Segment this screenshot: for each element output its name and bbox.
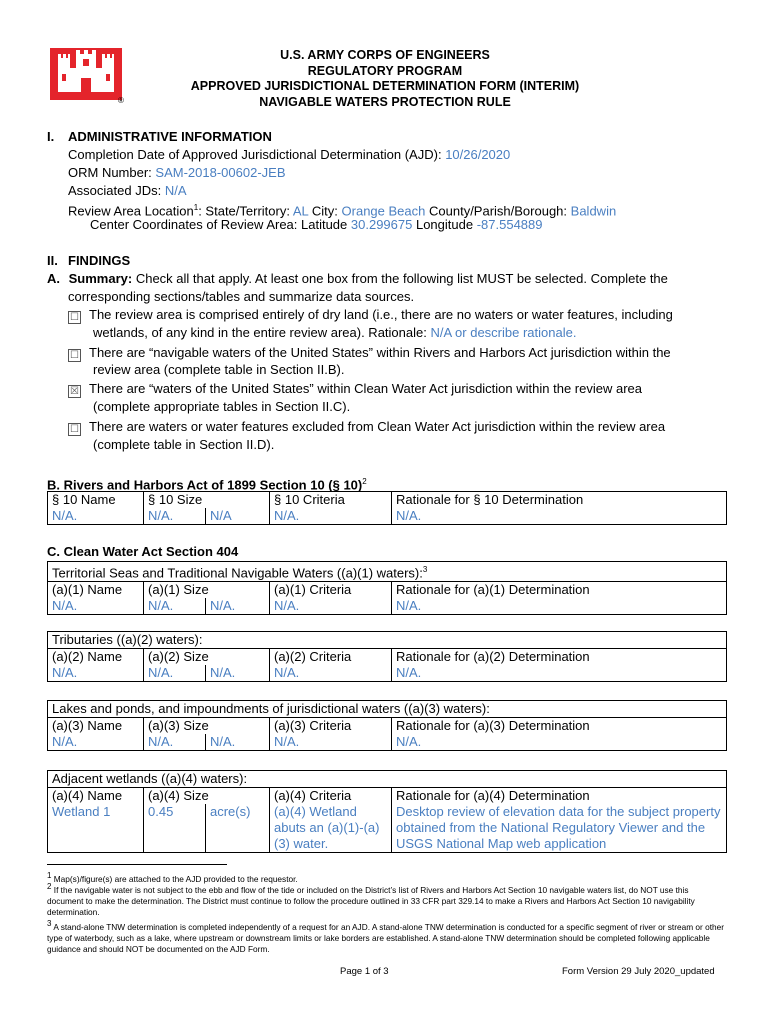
option-4 (68, 418, 665, 436)
table-caption (48, 562, 727, 582)
table-cell[interactable]: N/A. (144, 508, 206, 525)
option-3-line-1: There are “waters of the United States” within Clean Water Act jurisdiction within the review area (89, 381, 642, 396)
caption-text: Territorial Seas and Traditional Navigable Waters ((a)(1) waters): (52, 565, 423, 581)
completion-date-value[interactable]: 10/26/2020 (445, 147, 511, 162)
section-1-title: ADMINISTRATIVE INFORMATION (68, 129, 272, 144)
section-2-title: FINDINGS (68, 253, 131, 268)
section-1-number: I. (47, 129, 55, 144)
a1-waters-table (47, 561, 727, 615)
registered-mark: ® (118, 96, 124, 105)
col-header: § 10 Name (48, 492, 144, 509)
summary-letter: A. (47, 271, 60, 286)
footnote-2 (47, 881, 727, 918)
longitude-value[interactable]: -87.554889 (476, 217, 543, 232)
summary-text-1: Check all that apply. At least one box from the following list MUST be selected. Complete the (135, 271, 668, 286)
usace-castle-logo (50, 48, 122, 100)
table-cell[interactable]: N/A. (392, 665, 727, 682)
table-cell[interactable]: N/A. (144, 734, 206, 751)
table-cell[interactable]: N/A. (206, 598, 270, 615)
table-cell[interactable]: N/A. (144, 665, 206, 682)
table-cell[interactable]: Desktop review of elevation data for the subject property obtained from the National Regulatory Viewer and the USGS National Map web application (392, 804, 727, 853)
table-cell[interactable]: N/A. (206, 734, 270, 751)
county-label: County/Parish/Borough: (429, 203, 568, 219)
castle-icon (50, 48, 122, 100)
option-3-line-2: (complete appropriate tables in Section II.C). (93, 399, 351, 414)
state-label: : State/Territory: (198, 203, 290, 219)
col-header: Rationale for (a)(2) Determination (392, 649, 727, 666)
footnote-divider (47, 864, 227, 865)
orm-number-value[interactable]: SAM-2018-00602-JEB (155, 165, 286, 180)
orm-number-label: ORM Number: (68, 165, 152, 180)
summary-label: Summary: (68, 271, 133, 286)
header-line-3: APPROVED JURISDICTIONAL DETERMINATION FORM (INTERIM) (190, 79, 580, 93)
county-value[interactable]: Baldwin (570, 203, 617, 219)
associated-jds-row (68, 182, 187, 199)
col-header: (a)(3) Size (144, 718, 270, 735)
table-cell[interactable]: (a)(4) Wetland abuts an (a)(1)-(a)(3) water. (270, 804, 392, 853)
completion-date-label: Completion Date of Approved Jurisdictional Determination (AJD): (68, 147, 442, 162)
a4-waters-table (47, 770, 727, 853)
table-caption: Adjacent wetlands ((a)(4) waters): (48, 771, 727, 788)
col-header: (a)(1) Criteria (270, 582, 392, 599)
col-header: (a)(4) Name (48, 788, 144, 805)
col-header: (a)(2) Size (144, 649, 270, 666)
option-2-line-1: There are “navigable waters of the United States” within Rivers and Harbors Act jurisdiction within the (89, 345, 671, 360)
table-cell[interactable]: N/A. (270, 734, 392, 751)
col-header: (a)(2) Name (48, 649, 144, 666)
option-3-checkbox[interactable]: ☒ (68, 385, 81, 398)
col-header: (a)(3) Name (48, 718, 144, 735)
state-value[interactable]: AL (292, 203, 309, 219)
latitude-value[interactable]: 30.299675 (350, 217, 413, 232)
option-2-checkbox[interactable]: ☐ (68, 349, 81, 362)
center-coordinates-row (90, 216, 543, 233)
option-1-line-1: The review area is comprised entirely of dry land (i.e., there are no waters or water features, including (89, 307, 673, 322)
footnote-1-text: Map(s)/figure(s) are attached to the AJD provided to the requestor. (53, 873, 298, 884)
option-1-line-2-row (93, 324, 576, 341)
table-cell[interactable]: N/A. (206, 665, 270, 682)
completion-date-row (68, 146, 510, 163)
option-1-line-2: wetlands, of any kind in the entire review area). Rationale: (93, 325, 427, 340)
footnote-2-number: 2 (47, 882, 52, 891)
section-2-number: II. (47, 253, 58, 268)
footnote-2-text: If the navigable water is not subject to the ebb and flow of the tide or included on the District’s list of Rivers and Harbors Act Section 10 navigable waters list, do NOT use this document to make the determination. The District must continue to follow the procedure outlined in 33 CFR part 329.14 to make a Rivers and Harbors Act Section 10 navigability determination. (47, 884, 695, 917)
table-cell[interactable]: N/A. (48, 598, 144, 615)
section-c-title: C. Clean Water Act Section 404 (47, 544, 239, 559)
col-header: (a)(2) Criteria (270, 649, 392, 666)
associated-jds-label: Associated JDs: (68, 183, 162, 198)
table-cell[interactable]: N/A. (270, 508, 392, 525)
page-number: Page 1 of 3 (340, 966, 389, 977)
table-cell[interactable]: N/A. (270, 665, 392, 682)
col-header: (a)(4) Criteria (270, 788, 392, 805)
section-b-title-text: B. Rivers and Harbors Act of 1899 Section 10 (§ 10) (47, 477, 363, 493)
table-cell[interactable]: N/A. (144, 598, 206, 615)
section-10-table (47, 491, 727, 525)
review-area-label: Review Area Location (68, 203, 194, 219)
footnote-3 (47, 918, 727, 955)
col-header: § 10 Size (144, 492, 270, 509)
table-caption: Lakes and ponds, and impoundments of jurisdictional waters ((a)(3) waters): (48, 701, 727, 718)
option-2 (68, 344, 671, 362)
table-cell[interactable]: N/A. (392, 598, 727, 615)
table-cell[interactable]: N/A. (48, 734, 144, 751)
col-header: (a)(4) Size (144, 788, 270, 805)
header-line-4: NAVIGABLE WATERS PROTECTION RULE (259, 94, 511, 109)
col-header: (a)(1) Name (48, 582, 144, 599)
associated-jds-value[interactable]: N/A (164, 183, 187, 198)
col-header: (a)(3) Criteria (270, 718, 392, 735)
col-header: Rationale for (a)(4) Determination (392, 788, 727, 805)
table-cell[interactable]: N/A. (48, 508, 144, 525)
option-1-checkbox[interactable]: ☐ (68, 311, 81, 324)
city-label: City: (311, 203, 338, 219)
a2-waters-table (47, 631, 727, 682)
longitude-label: Longitude (415, 217, 474, 232)
table-cell[interactable]: Wetland 1 (48, 804, 144, 853)
option-1-rationale[interactable]: N/A or describe rationale. (430, 325, 577, 340)
form-version: Form Version 29 July 2020_updated (562, 966, 715, 977)
table-cell[interactable]: 0.45 (144, 804, 206, 853)
center-coordinates-label: Center Coordinates of Review Area: Latitude (90, 217, 348, 232)
table-cell[interactable]: N/A. (48, 665, 144, 682)
table-cell[interactable]: N/A. (392, 508, 727, 525)
footnote-1-number: 1 (47, 871, 52, 880)
option-4-line-1: There are waters or water features excluded from Clean Water Act jurisdiction within the review area (89, 419, 666, 434)
header-line-2: REGULATORY PROGRAM (307, 63, 463, 78)
col-header: Rationale for (a)(3) Determination (392, 718, 727, 735)
option-1 (68, 306, 673, 324)
option-4-line-2: (complete table in Section II.D). (93, 437, 275, 452)
footnote-ref-1: 1 (193, 203, 199, 212)
table-cell[interactable]: N/A. (270, 598, 392, 615)
orm-number-row (68, 164, 286, 181)
option-3 (68, 380, 642, 398)
a3-waters-table (47, 700, 727, 751)
col-header: Rationale for (a)(1) Determination (392, 582, 727, 599)
form-header (150, 48, 620, 110)
header-line-1: U.S. ARMY CORPS OF ENGINEERS (280, 48, 490, 62)
table-cell[interactable]: acre(s) (206, 804, 270, 853)
col-header: § 10 Criteria (270, 492, 392, 509)
footnote-3-text: A stand-alone TNW determination is completed independently of a request for an AJD. A stand-alone TNW determination is conducted for a specific segment of river or stream or other type of waterbody, such as a lake, where upstream or downstream limits or lake borders are established. A stand-alone TNW determination should be completed following applicable guidance and should NOT be documented on the AJD Form. (47, 921, 725, 954)
city-value[interactable]: Orange Beach (341, 203, 426, 219)
option-4-checkbox[interactable]: ☐ (68, 423, 81, 436)
footnote-ref-2: 2 (362, 477, 367, 486)
table-cell[interactable]: N/A. (392, 734, 727, 751)
option-2-line-2: review area (complete table in Section II.B). (93, 362, 345, 377)
summary-row (47, 270, 668, 287)
footnote-3-number: 3 (47, 919, 52, 928)
table-cell[interactable]: N/A (206, 508, 270, 525)
col-header: Rationale for § 10 Determination (392, 492, 727, 509)
footnote-ref-3: 3 (422, 565, 428, 574)
table-caption: Tributaries ((a)(2) waters): (48, 632, 727, 649)
summary-text-2: corresponding sections/tables and summarize data sources. (68, 289, 415, 304)
col-header: (a)(1) Size (144, 582, 270, 599)
